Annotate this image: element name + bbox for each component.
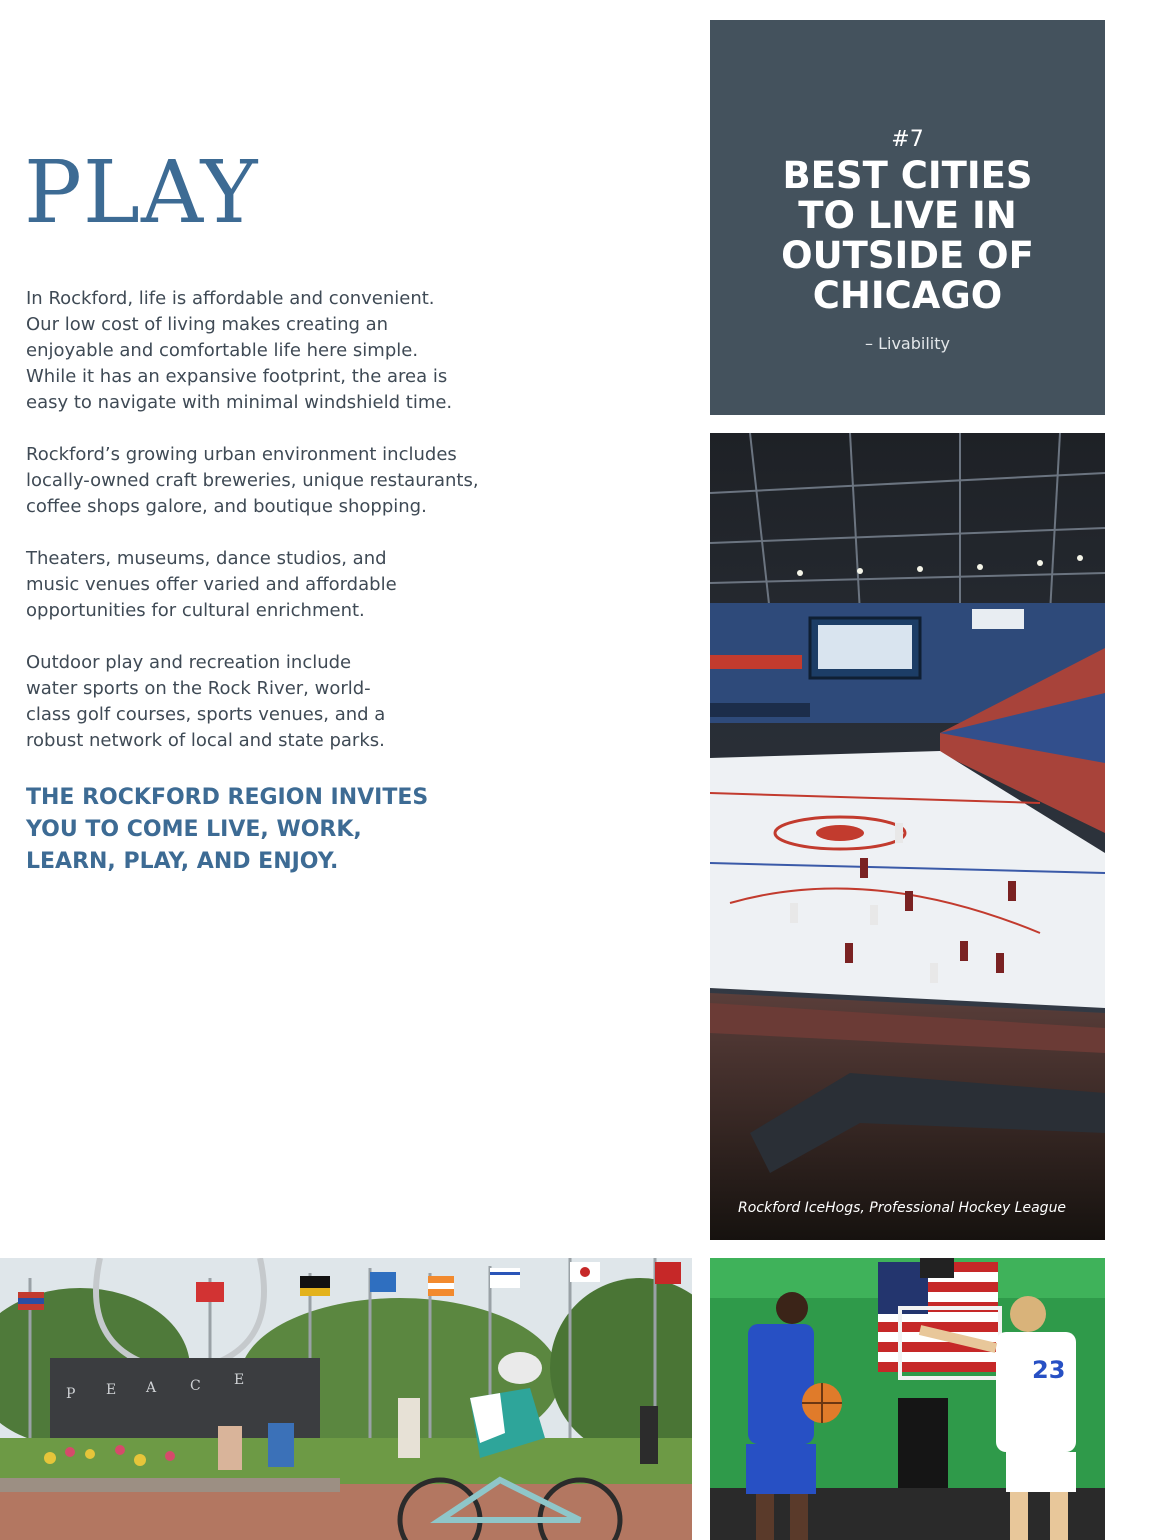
hockey-arena-photo [710,433,1105,1240]
ranking-source: – Livability [865,334,950,353]
paragraph-culture: Theaters, museums, dance studios, and music venues offer varied and affordable opportunities for cultural enrichment. [26,548,397,621]
svg-text:23: 23 [1032,1356,1066,1384]
paragraph-urban-environment: Rockford’s growing urban environment includes locally-owned craft breweries, unique restaurants, coffee shops galore, and boutique shopping. [26,444,479,517]
ranking-title: BEST CITIES TO LIVE IN OUTSIDE OF CHICAGO [781,154,1034,317]
basketball-photo [710,1258,1105,1540]
arena-photo-caption: Rockford IceHogs, Professional Hockey League [738,1200,1067,1216]
call-to-action: THE ROCKFORD REGION INVITES YOU TO COME LIVE, WORK, LEARN, PLAY, AND ENJOY. [26,785,429,874]
peace-plaza-photo [0,1258,692,1540]
paragraph-outdoor: Outdoor play and recreation include water sports on the Rock River, world- class golf courses, sports venues, and a robust network of local and state parks. [26,652,386,751]
svg-text:C: C [190,1378,201,1394]
ranking-number: #7 [891,127,924,152]
svg-text:E: E [234,1372,245,1388]
page-title: PLAY [24,143,259,243]
body-copy [26,286,496,780]
ranking-callout [710,20,1105,415]
svg-text:E: E [106,1382,117,1398]
svg-text:A: A [146,1380,157,1396]
svg-text:P: P [66,1386,76,1402]
paragraph-affordability: In Rockford, life is affordable and convenient. Our low cost of living makes creating an enjoyable and comfortable life here simple. While it has an expansive footprint, the area is easy to navigate with minimal windshield time. [26,288,453,413]
